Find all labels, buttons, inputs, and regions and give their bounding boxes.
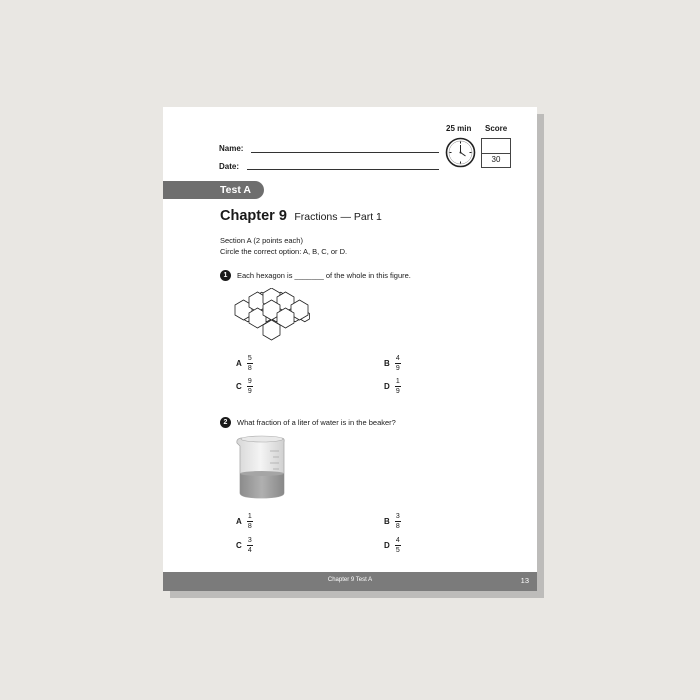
date-label: Date: — [219, 162, 240, 171]
score-total: 30 — [491, 155, 501, 164]
option-letter: D — [384, 382, 390, 391]
question-text: Each hexagon is _______ of the whole in this figure. — [237, 271, 411, 280]
worksheet-page — [163, 107, 537, 591]
option-c[interactable] — [236, 378, 253, 395]
option-fraction — [247, 513, 253, 530]
test-tab: Test A — [163, 181, 264, 199]
denominator: 8 — [247, 365, 252, 372]
score-box[interactable] — [481, 138, 511, 168]
option-b[interactable] — [384, 513, 401, 530]
section-title: Section A (2 points each) — [220, 236, 303, 245]
page-footer — [163, 572, 537, 591]
numerator: 4 — [395, 355, 400, 362]
numerator: 1 — [395, 378, 400, 385]
option-fraction — [395, 378, 401, 395]
name-line — [251, 152, 439, 153]
option-fraction — [395, 513, 401, 530]
option-b[interactable] — [384, 355, 401, 372]
option-fraction — [247, 355, 253, 372]
chapter-number: Chapter 9 — [220, 208, 287, 224]
option-a[interactable] — [236, 355, 253, 372]
numerator: 3 — [395, 513, 400, 520]
option-d[interactable] — [384, 537, 401, 554]
option-fraction — [395, 355, 401, 372]
denominator: 9 — [395, 388, 400, 395]
option-letter: B — [384, 517, 390, 526]
numerator: 3 — [247, 537, 252, 544]
question-text: What fraction of a liter of water is in the beaker? — [237, 418, 396, 427]
option-letter: A — [236, 359, 242, 368]
option-letter: A — [236, 517, 242, 526]
option-letter: B — [384, 359, 390, 368]
page-number: 13 — [520, 576, 529, 585]
denominator: 9 — [247, 388, 252, 395]
numerator: 9 — [247, 378, 252, 385]
footer-title: Chapter 9 Test A — [327, 577, 373, 583]
score-divider — [482, 153, 510, 154]
option-fraction — [395, 537, 401, 554]
option-letter: C — [236, 541, 242, 550]
option-c[interactable] — [236, 537, 253, 554]
denominator: 4 — [247, 547, 252, 554]
date-line — [247, 169, 439, 170]
option-a[interactable] — [236, 513, 253, 530]
numerator: 1 — [247, 513, 252, 520]
time-limit: 25 min — [446, 124, 472, 133]
question-number: 1 — [220, 270, 231, 281]
numerator: 4 — [395, 537, 400, 544]
option-fraction — [247, 378, 253, 395]
chapter-title: Fractions — Part 1 — [294, 211, 382, 223]
score-label: Score — [485, 124, 508, 133]
hexagon-figure — [233, 288, 317, 346]
chapter-heading — [220, 207, 382, 225]
section-instruction: Circle the correct option: A, B, C, or D. — [220, 247, 348, 256]
option-letter: D — [384, 541, 390, 550]
option-d[interactable] — [384, 378, 401, 395]
numerator: 5 — [247, 355, 252, 362]
name-label: Name: — [219, 144, 244, 153]
denominator: 9 — [395, 365, 400, 372]
option-letter: C — [236, 382, 242, 391]
option-fraction — [247, 537, 253, 554]
beaker-image — [235, 435, 287, 501]
clock-icon — [445, 137, 476, 168]
question-number: 2 — [220, 417, 231, 428]
denominator: 8 — [395, 523, 400, 530]
denominator: 5 — [395, 547, 400, 554]
denominator: 8 — [247, 523, 252, 530]
